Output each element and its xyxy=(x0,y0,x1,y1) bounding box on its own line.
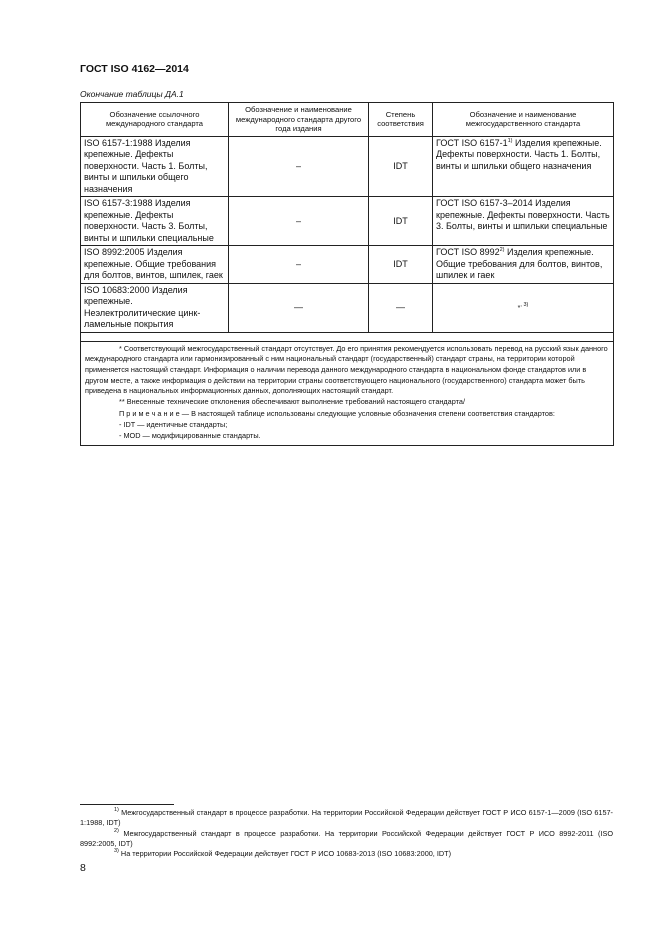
gost-designation: ГОСТ ISO 6157-3–2014 Изделия крепежные. Дефекты поверхности. Часть 3. Болты, винты и шпильки специальные xyxy=(436,198,610,232)
legend-item-mod: - MOD — модифицированные стандарты. xyxy=(119,430,261,440)
footnote-mark: 1) xyxy=(114,807,119,813)
footnote-separator xyxy=(80,804,174,805)
footnote-text: На территории Российской Федерации действует ГОСТ Р ИСО 10683-2013 (ISO 10683:2000, IDT) xyxy=(120,849,452,859)
table-row xyxy=(81,136,614,197)
table-row xyxy=(81,283,614,332)
standards-table xyxy=(80,102,614,446)
notes-row xyxy=(81,341,614,445)
table-row xyxy=(81,197,614,246)
degree-cell: IDT xyxy=(369,136,433,197)
footnote-mark: , 3) xyxy=(520,301,529,308)
page-number: 8 xyxy=(80,862,86,874)
other-edition-cell: – xyxy=(229,136,369,197)
page-footnotes xyxy=(80,808,613,859)
ref-standard-cell: ISO 8992:2005 Изделия крепежные. Общие требования для болтов, винтов, шпилек, гаек xyxy=(81,246,229,284)
page-footnote xyxy=(80,849,613,859)
gost-title: Изделия крепежные. Дефекты поверхности. Часть 1. Болты, винты и шпильки общего назначения xyxy=(436,137,602,171)
interstate-standard-cell xyxy=(433,197,614,246)
spacer-cell xyxy=(81,332,614,341)
page-footnote xyxy=(80,808,613,829)
other-edition-cell: – xyxy=(229,197,369,246)
footnote-mark: 3) xyxy=(114,848,119,855)
ref-standard-cell: ISO 6157-1:1988 Изделия крепежные. Дефекты поверхности. Часть 1. Болты, винты и шпильки общего назначения xyxy=(81,136,229,197)
column-header: Обозначение и наименование международного стандарта другого года издания xyxy=(229,103,369,137)
table-notes xyxy=(81,341,614,445)
spacer-row xyxy=(81,332,614,341)
interstate-standard-cell xyxy=(433,283,614,332)
degree-cell: IDT xyxy=(369,197,433,246)
column-header: Обозначение и наименование межгосударственного стандарта xyxy=(433,103,614,137)
table-caption: Окончание таблицы ДА.1 xyxy=(80,89,184,99)
footnote-mark: 2) xyxy=(114,827,119,834)
footnote-mark: 1) xyxy=(507,137,513,144)
ref-standard-cell: ISO 6157-3:1988 Изделия крепежные. Дефекты поверхности. Часть 3. Болты, винты и шпильки специальные xyxy=(81,197,229,246)
gost-designation: ГОСТ ISO 6157-1 xyxy=(436,137,508,148)
footnote-text: Межгосударственный стандарт в процессе разработки. На территории Российской Федерации действует ГОСТ Р ИСО 6157-1—2009 (ISO 6157-1:1988, IDT) xyxy=(80,808,613,828)
note-paragraph xyxy=(85,409,609,420)
table-row xyxy=(81,246,614,284)
footnote-text: Межгосударственный стандарт в процессе разработки. На территории Российской Федерации действует ГОСТ Р ИСО 8992-2011 (ISO 8992:2005, IDT) xyxy=(80,828,613,848)
legend-item-idt: - IDT — идентичные стандарты; xyxy=(119,419,228,429)
other-edition-cell: – xyxy=(229,246,369,284)
document-header: ГОСТ ISO 4162—2014 xyxy=(80,63,189,75)
degree-cell: IDT xyxy=(369,246,433,284)
column-header: Степень соответствия xyxy=(369,103,433,137)
gost-designation: ГОСТ ISO 8992 xyxy=(436,247,500,258)
other-edition-cell: — xyxy=(229,283,369,332)
interstate-standard-cell xyxy=(433,136,614,197)
interstate-standard-cell xyxy=(433,246,614,284)
footnote-mark: 2) xyxy=(499,247,505,254)
table-header-row xyxy=(81,103,614,137)
gost-designation: * xyxy=(517,304,521,312)
page-footnote xyxy=(80,829,613,850)
note-label: П р и м е ч а н и е xyxy=(119,409,180,419)
degree-cell: — xyxy=(369,283,433,332)
column-header: Обозначение ссылочного международного стандарта xyxy=(81,103,229,137)
footnote-star: * Соответствующий межгосударственный стандарт отсутствует. До его принятия рекомендуется использовать перевод на русский язык данного международного стандарта или гармонизированный с ним национальный стандарт (государственный) стандарт страны, на территории которой применяется настоящий стандарт. Информация о наличии перевода данного международного стандарта в национальном фонде стандартов или в другом месте, а также информация о действии на территории страны соответствующего национального (государственного) стандарта может быть приведена в национальных информационных данных, дополняющих настоящий стандарт. xyxy=(85,343,608,396)
gost-title: Изделия крепежные. Общие требования для болтов, винтов, шпилек и гаек xyxy=(436,247,603,281)
note-text: — В настоящей таблице использованы следующие условные обозначения степени соответствия стандартов: xyxy=(179,409,555,419)
ref-standard-cell: ISO 10683:2000 Изделия крепежные. Неэлектролитические цинк-ламельные покрытия xyxy=(81,283,229,332)
footnote-double-star: ** Внесенные технические отклонения обеспечивают выполнение требований настоящего стандарта/ xyxy=(119,396,465,406)
